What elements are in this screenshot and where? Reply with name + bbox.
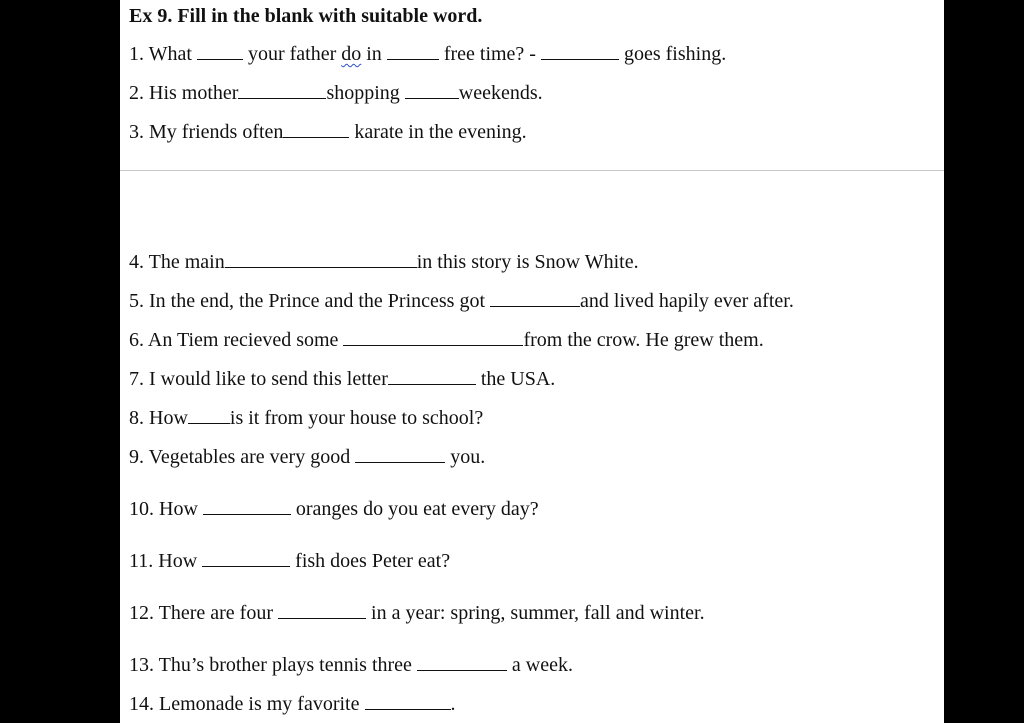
question-text: 14. Lemonade is my favorite [129,693,360,715]
question-text: 4. The main [129,251,225,273]
answer-blank[interactable] [355,445,445,463]
question-text: free time? - [443,43,536,65]
question-text: karate in the evening. [354,121,527,143]
answer-blank[interactable] [388,367,476,385]
question-text: 8. How [129,407,188,429]
question-text: 11. How [129,550,198,572]
question-text: 2. His mother [129,82,239,104]
answer-blank[interactable] [188,406,230,424]
answer-blank[interactable] [387,42,439,60]
spellcheck-word: do [341,43,362,65]
question-text: is it from your house to school? [229,407,484,429]
question-9 [129,445,485,469]
question-3 [129,120,527,144]
question-12 [129,601,705,625]
question-text: 9. Vegetables are very good [129,446,351,468]
answer-blank[interactable] [202,549,290,567]
answer-blank[interactable] [203,497,291,515]
question-text: 3. My friends often [129,121,284,143]
section-divider [120,170,944,171]
answer-blank[interactable] [541,42,619,60]
answer-blank[interactable] [365,692,451,710]
answer-blank[interactable] [238,81,326,99]
answer-blank[interactable] [283,120,349,138]
question-1 [129,42,726,66]
question-text: from the crow. He grew them. [523,329,764,351]
question-text: weekends. [458,82,543,104]
question-text: 10. How [129,498,198,520]
question-11 [129,549,450,573]
question-text: you. [450,446,486,468]
question-text: goes fishing. [623,43,727,65]
question-text: 13. Thu’s brother plays tennis three [129,654,412,676]
question-text: in [366,43,382,65]
question-2 [129,81,543,105]
question-text: . [450,693,456,715]
answer-blank[interactable] [405,81,459,99]
answer-blank[interactable] [343,328,523,346]
question-text: and lived hapily ever after. [580,290,794,312]
question-text: 5. In the end, the Prince and the Princess got [129,290,486,312]
question-7 [129,367,555,391]
question-14 [129,692,456,716]
question-8 [129,406,483,430]
question-text: 6. An Tiem recieved some [129,329,339,351]
question-text: in a year: spring, summer, fall and winter. [371,602,705,624]
question-text: shopping [326,82,400,104]
question-text: 12. There are four [129,602,274,624]
question-13 [129,653,573,677]
question-text: the USA. [480,368,556,390]
question-6 [129,328,764,352]
answer-blank[interactable] [417,653,507,671]
answer-blank[interactable] [197,42,243,60]
question-text: 1. What [129,43,192,65]
question-10 [129,497,539,521]
question-text: 7. I would like to send this letter [129,368,388,390]
answer-blank[interactable] [225,250,417,268]
exercise-title: Ex 9. Fill in the blank with suitable word. [129,5,483,27]
question-text: fish does Peter eat? [295,550,451,572]
answer-blank[interactable] [490,289,580,307]
question-text: in this story is Snow White. [416,251,639,273]
question-5 [129,289,794,313]
question-4 [129,250,639,274]
question-text: your father [247,43,337,65]
question-text: a week. [511,654,573,676]
worksheet-page [120,0,944,723]
answer-blank[interactable] [278,601,366,619]
question-text: oranges do you eat every day? [295,498,539,520]
